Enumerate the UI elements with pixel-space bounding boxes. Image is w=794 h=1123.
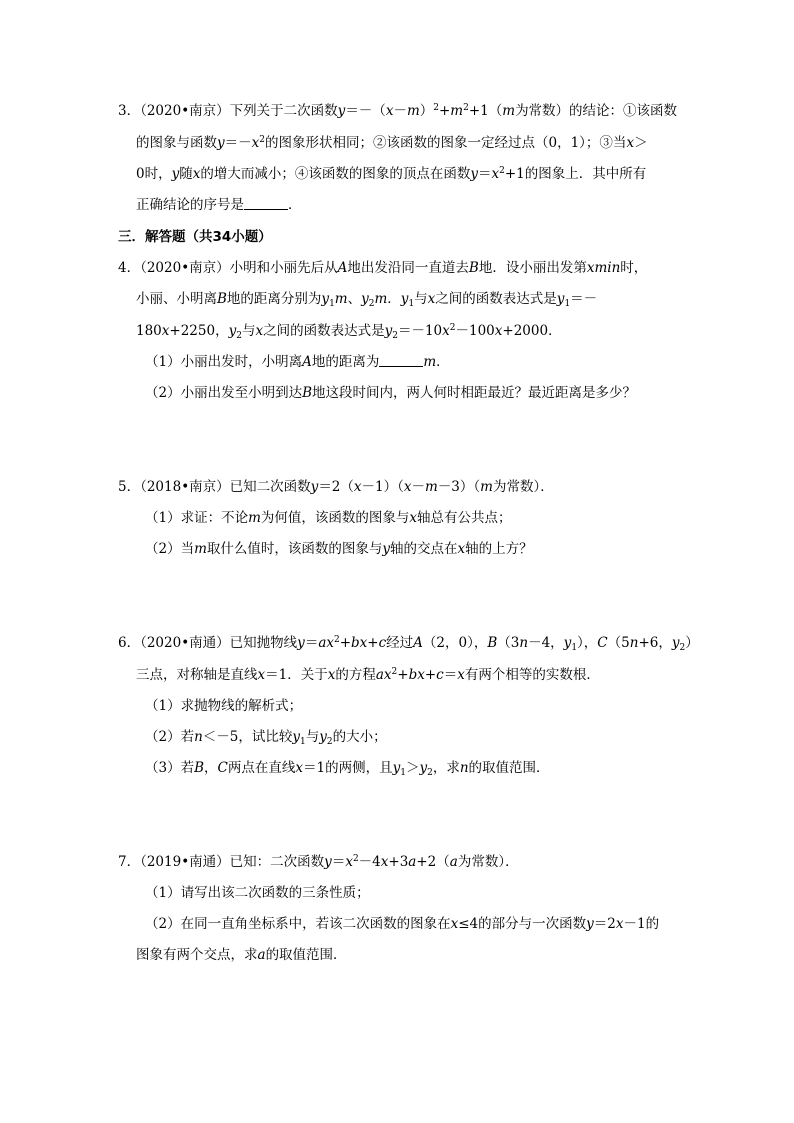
- q5-part-1: （1）求证：不论m为何值，该函数的图象与x轴总有公共点；: [145, 510, 512, 526]
- q4-part-1: （1）小丽出发时，小明离A地的距离为 m．: [145, 354, 450, 370]
- q4-line-1: 4．（2020•南京）小明和小丽先后从A地出发沿同一直道去B地．设小丽出发第xmin时，: [118, 260, 648, 276]
- q7-line-4: 图象有两个交点，求a的取值范围．: [136, 947, 347, 963]
- q7-line-1: 7．（2019•南通）已知：二次函数$y=x^2-4x+3a+2(a$为常数）．: [118, 854, 519, 870]
- q7-part-1: （1）请写出该二次函数的三条性质；: [145, 885, 370, 901]
- q6-part-1: （1）求抛物线的解析式；: [145, 698, 303, 714]
- q4-part-2: （2）小丽出发至小明到达B地这段时间内，两人何时相距最近？最近距离是多少？: [145, 385, 637, 401]
- q6-line-1: 6．（2020•南通）已知抛物线$y=ax^2+bx+c$经过A（2，0），B（3n－4，$y_1$），C（5n+6，$y_2$）: [118, 635, 699, 653]
- q3-line-3: 0时，y随x的增大而减小；④该函数的图象的顶点在函数$y=x^2+1$的图象上．其中所有: [136, 166, 647, 182]
- section-heading: 三．解答题（共34小题）: [118, 229, 272, 245]
- answer-blank[interactable]: [244, 196, 288, 210]
- q3-line-4: 正确结论的序号是 ．: [136, 197, 302, 213]
- answer-blank[interactable]: [379, 353, 423, 367]
- q5-part-2: （2）当m取什么值时，该函数的图象与y轴的交点在x轴的上方？: [145, 541, 533, 557]
- q6-line-2: 三点，对称轴是直线x＝1．关于x的方程$ax^2+bx+c=x$有两个相等的实数根．: [136, 667, 600, 683]
- q6-part-2: （2）若n＜－5，试比较$y_1$与$y_2$的大小；: [145, 729, 387, 747]
- q4-line-2: 小丽、小明离B地的距离分别为$y_1m$、$y_2m$．$y_1$与x之间的函数表达式是$y_1=-$: [136, 291, 598, 309]
- q7-part-2: （2）在同一直角坐标系中，若该二次函数的图象在x≤4的部分与一次函数y＝2x－1的: [145, 916, 660, 932]
- q5-line-1: 5．（2018•南京）已知二次函数y＝2（x－1）（x－m－3）（m为常数）．: [118, 479, 554, 495]
- q3-line-2: 的图象与函数$y=-x^2$的图象形状相同；②该函数的图象一定经过点（0，1）；③当x＞: [136, 135, 648, 151]
- q4-line-3: 180x+2250，$y_2$与x之间的函数表达式是$y_2=-10x^2-100x+2000$．: [136, 323, 562, 341]
- q6-part-3: （3）若B，C两点在直线x＝1的两侧，且$y_1>y_2$，求n的取值范围．: [145, 760, 550, 778]
- q3-line-1: 3．（2020•南京）下列关于二次函数$y=-(x-m)^2+m^2+1(m$为常数）的结论：①该函数: [118, 103, 678, 119]
